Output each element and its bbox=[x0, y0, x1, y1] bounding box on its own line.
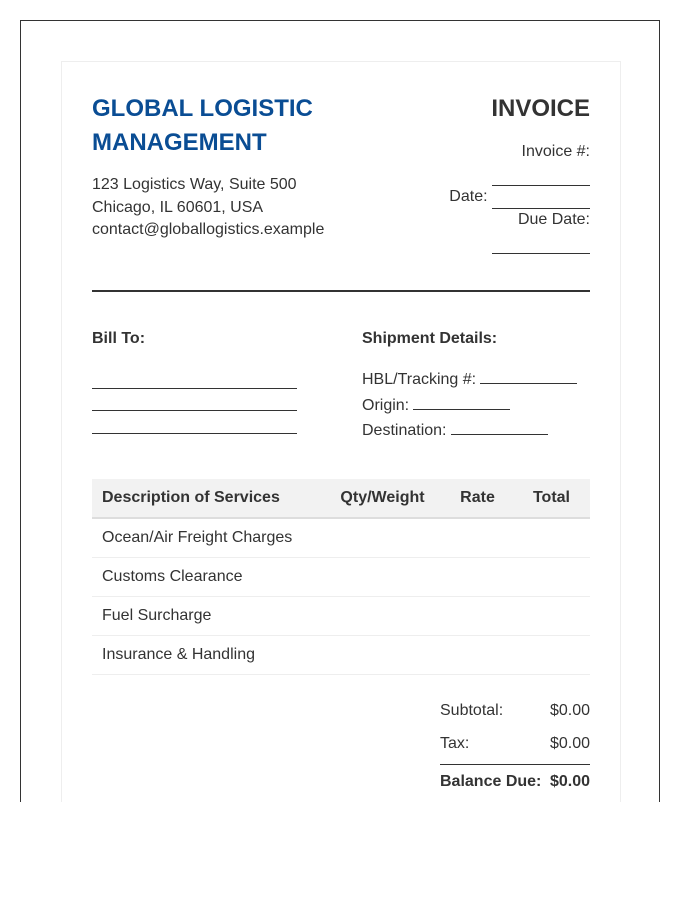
service-rate[interactable] bbox=[440, 636, 515, 675]
due-date-field[interactable] bbox=[492, 235, 590, 254]
service-total bbox=[515, 518, 590, 558]
origin-field[interactable] bbox=[413, 392, 510, 410]
service-total bbox=[515, 636, 590, 675]
subtotal-value: $0.00 bbox=[549, 702, 590, 719]
company-name: GLOBAL LOGISTIC MANAGEMENT bbox=[92, 95, 313, 156]
company-address bbox=[92, 174, 324, 242]
column-header-rate: Rate bbox=[440, 479, 515, 518]
service-total bbox=[515, 558, 590, 597]
bill-to-block bbox=[92, 366, 297, 434]
subtotal-row bbox=[440, 698, 590, 731]
bill-to-line[interactable] bbox=[92, 389, 297, 412]
service-description: Ocean/Air Freight Charges bbox=[92, 518, 325, 558]
service-total bbox=[515, 597, 590, 636]
table-row bbox=[92, 636, 590, 675]
service-rate[interactable] bbox=[440, 597, 515, 636]
service-description: Customs Clearance bbox=[92, 558, 325, 597]
tax-label: Tax: bbox=[440, 735, 470, 752]
service-qty[interactable] bbox=[325, 597, 440, 636]
column-header-total: Total bbox=[515, 479, 590, 518]
table-row bbox=[92, 597, 590, 636]
shipment-details-heading: Shipment Details: bbox=[362, 330, 498, 347]
destination-label: Destination: bbox=[362, 422, 447, 439]
service-qty[interactable] bbox=[325, 636, 440, 675]
balance-due-row bbox=[440, 764, 590, 797]
invoice-number-field[interactable] bbox=[492, 167, 590, 186]
service-qty[interactable] bbox=[325, 518, 440, 558]
service-description: Insurance & Handling bbox=[92, 636, 325, 675]
address-line-2: Chicago, IL 60601, USA bbox=[92, 198, 264, 216]
column-header-qty: Qty/Weight bbox=[325, 479, 440, 518]
bill-to-heading: Bill To: bbox=[92, 330, 146, 347]
tracking-label: HBL/Tracking #: bbox=[362, 371, 477, 388]
tracking-field[interactable] bbox=[480, 366, 577, 384]
invoice-number-label: Invoice #: bbox=[521, 143, 590, 160]
services-table bbox=[92, 479, 590, 675]
date-field[interactable] bbox=[492, 190, 590, 209]
balance-due-value: $0.00 bbox=[549, 773, 590, 790]
table-row bbox=[92, 518, 590, 558]
destination-field[interactable] bbox=[451, 417, 548, 435]
service-rate[interactable] bbox=[440, 518, 515, 558]
company-email: contact@globallogistics.example bbox=[92, 221, 325, 238]
bill-to-line[interactable] bbox=[92, 366, 297, 389]
service-rate[interactable] bbox=[440, 558, 515, 597]
balance-due-label: Balance Due: bbox=[440, 773, 542, 790]
totals-block bbox=[440, 698, 590, 797]
bill-to-line[interactable] bbox=[92, 411, 297, 434]
invoice-title: INVOICE bbox=[491, 95, 590, 122]
shipment-details-block bbox=[362, 366, 577, 443]
tax-value: $0.00 bbox=[549, 735, 590, 752]
address-line-1: 123 Logistics Way, Suite 500 bbox=[92, 176, 297, 193]
invoice-meta bbox=[390, 141, 590, 254]
header-divider bbox=[92, 290, 590, 292]
table-row bbox=[92, 558, 590, 597]
date-label: Date: bbox=[449, 188, 488, 205]
subtotal-label: Subtotal: bbox=[440, 702, 504, 719]
table-header-row bbox=[92, 479, 590, 518]
service-description: Fuel Surcharge bbox=[92, 597, 325, 636]
column-header-description: Description of Services bbox=[92, 479, 325, 518]
service-qty[interactable] bbox=[325, 558, 440, 597]
due-date-label: Due Date: bbox=[517, 210, 590, 228]
origin-label: Origin: bbox=[362, 396, 410, 414]
tax-row bbox=[440, 731, 590, 764]
